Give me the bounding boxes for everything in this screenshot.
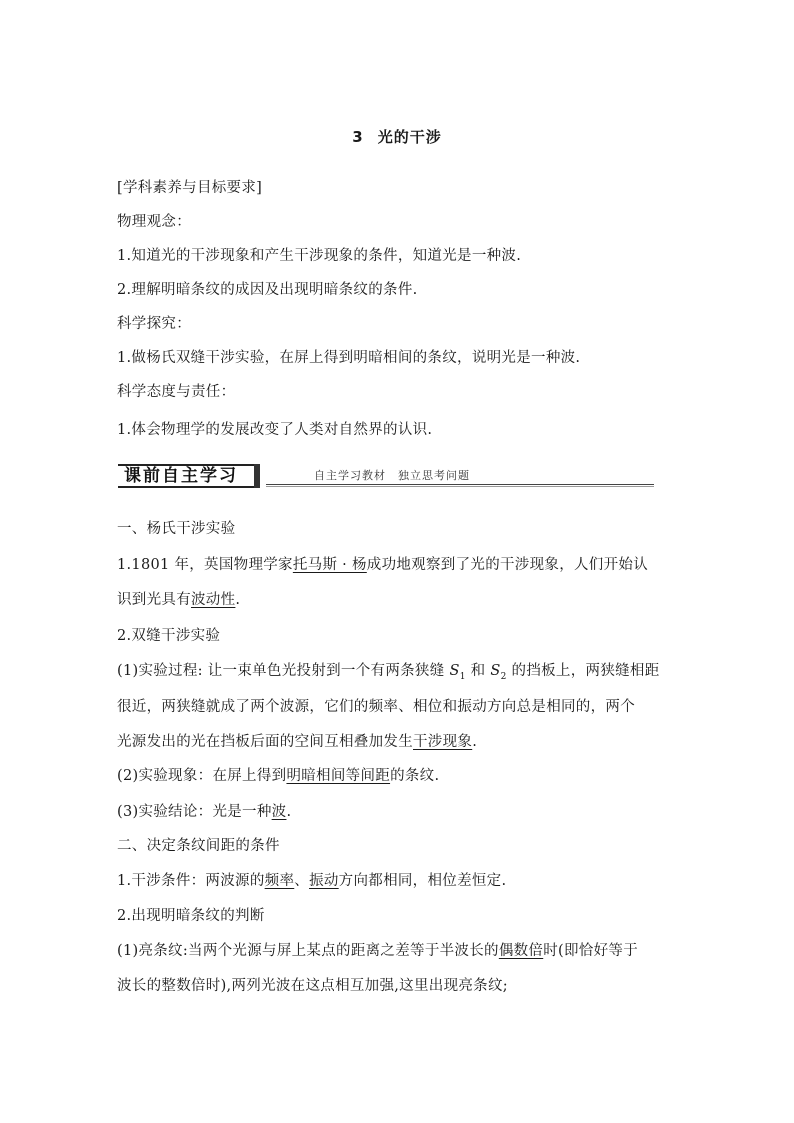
slit-symbol: S: [490, 663, 501, 679]
text-run: .: [472, 734, 478, 750]
underlined-answer: 干涉现象: [413, 734, 473, 750]
page-title: [0, 126, 794, 147]
experiment-conclusion: [117, 802, 291, 822]
physics-concept-item-2: 2.理解明暗条纹的成因及出现明暗条纹的条件.: [117, 282, 418, 298]
science-attitude-item-1: 1.体会物理学的发展改变了人类对自然界的认识.: [117, 422, 433, 438]
text-run: 方向都相同，相位差恒定.: [338, 873, 507, 889]
text-run: 1.1801 年，英国物理学家: [117, 557, 293, 573]
section1-paragraph-1-line-1: [117, 555, 648, 575]
text-run: 的条纹.: [390, 768, 440, 784]
banner-label: 课前自主学习: [118, 464, 254, 488]
experiment-phenomenon: [117, 766, 439, 786]
science-inquiry-item-1: 1.做杨氏双缝干涉实验，在屏上得到明暗相间的条纹，说明光是一种波.: [117, 350, 581, 366]
text-run: 、: [294, 873, 310, 889]
double-slit-heading: 2.双缝干涉实验: [117, 628, 221, 644]
section1-heading: 一、杨氏干涉实验: [117, 521, 236, 537]
banner-label-bar: [254, 464, 260, 488]
text-run: 的挡板上，两狭缝相距: [506, 663, 660, 679]
bright-fringe-line-1: [117, 941, 638, 961]
text-run: (1)实验过程: 让一束单色光投射到一个有两条狭缝: [117, 663, 450, 679]
science-attitude-heading: 科学态度与责任：: [117, 384, 236, 400]
section1-paragraph-1-line-2: [117, 590, 240, 610]
underlined-answer: 波: [271, 804, 287, 820]
banner-rule-secondary: [266, 486, 654, 487]
science-inquiry-heading: 科学探究：: [117, 316, 191, 332]
banner-subtitle-2: 独立思考问题: [398, 469, 470, 482]
text-run: (2)实验现象：在屏上得到: [117, 768, 287, 784]
section2-heading: 二、决定条纹间距的条件: [117, 838, 280, 854]
slit-subscript: 1: [459, 671, 466, 682]
underlined-answer: 频率: [264, 873, 295, 889]
underlined-answer: 偶数倍: [498, 943, 544, 959]
banner-subtitle-1: 自主学习教材: [314, 469, 386, 482]
underlined-answer: 托马斯 · 杨: [292, 557, 367, 573]
interference-condition: [117, 871, 506, 891]
title-text: 光的干涉: [377, 128, 442, 146]
slit-subscript: 2: [500, 671, 507, 682]
underlined-answer: 波动性: [191, 592, 236, 608]
text-run: 1.干涉条件：两波源的: [117, 873, 265, 889]
experiment-process-line-2: 很近，两狭缝就成了两个波源，它们的频率、相位和振动方向总是相同的，两个: [117, 699, 635, 715]
fringe-judgement-heading: 2.出现明暗条纹的判断: [117, 908, 265, 924]
section-banner: [118, 462, 654, 490]
physics-concept-item-1: 1.知道光的干涉现象和产生干涉现象的条件，知道光是一种波.: [117, 248, 522, 264]
slit-symbol: S: [449, 663, 460, 679]
goals-header: [学科素养与目标要求]: [117, 180, 263, 196]
text-run: (3)实验结论：光是一种: [117, 804, 272, 820]
text-run: .: [235, 592, 241, 608]
text-run: 和: [465, 663, 491, 679]
underlined-answer: 振动: [309, 873, 339, 889]
text-run: 光源发出的光在挡板后面的空间互相叠加发生: [117, 734, 413, 750]
experiment-process-line-3: [117, 732, 477, 752]
text-run: .: [286, 804, 292, 820]
experiment-process-line-1: [117, 661, 660, 687]
text-run: 成功地观察到了光的干涉现象，人们开始认: [366, 557, 648, 573]
text-run: 时(即恰好等于: [543, 943, 638, 959]
banner-subtitle: [314, 467, 470, 483]
text-run: 识到光具有: [117, 592, 191, 608]
banner-rule: [266, 484, 654, 485]
title-number: 3: [352, 128, 364, 146]
physics-concept-heading: 物理观念：: [117, 214, 191, 230]
underlined-answer: 明暗相间等间距: [286, 768, 391, 784]
bright-fringe-line-2: 波长的整数倍时),两列光波在这点相互加强,这里出现亮条纹;: [117, 978, 508, 994]
text-run: (1)亮条纹:当两个光源与屏上某点的距离之差等于半波长的: [117, 943, 499, 959]
